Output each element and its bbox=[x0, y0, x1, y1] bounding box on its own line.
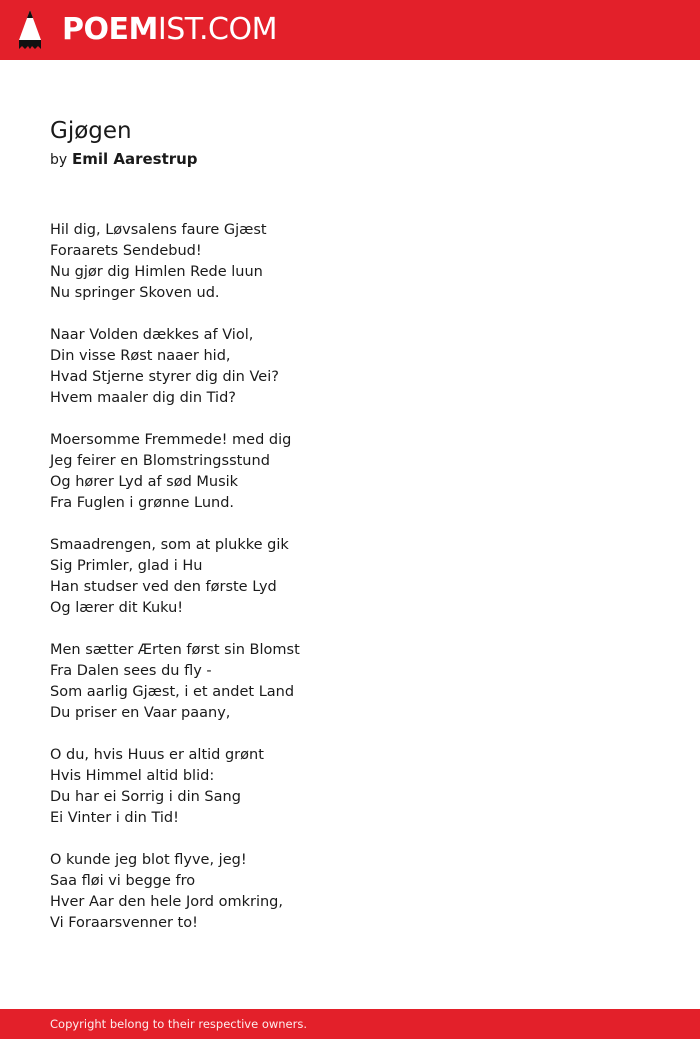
header-bar bbox=[0, 0, 700, 60]
poem-line: Foraarets Sendebud! bbox=[50, 243, 202, 259]
poem-line: Jeg feirer en Blomstringsstund bbox=[50, 453, 270, 469]
poem-line: Moersomme Fremmede! med dig bbox=[50, 432, 292, 448]
poem-line: Og hører Lyd af sød Musik bbox=[50, 474, 239, 490]
poem-body bbox=[50, 220, 650, 934]
poem-line: Du priser en Vaar paany, bbox=[50, 705, 231, 721]
poem-line: Hvem maaler dig din Tid? bbox=[50, 390, 236, 406]
poem-line: Fra Dalen sees du fly - bbox=[50, 663, 212, 679]
poem-stanza bbox=[50, 220, 650, 304]
poem-line: O du, hvis Huus er altid grønt bbox=[50, 747, 264, 763]
site-logo[interactable] bbox=[62, 12, 277, 48]
footer-bar bbox=[0, 1009, 700, 1039]
poem-stanza bbox=[50, 325, 650, 409]
poem-container bbox=[50, 116, 650, 955]
poem-stanza bbox=[50, 745, 650, 829]
poem-line: Nu gjør dig Himlen Rede luun bbox=[50, 264, 263, 280]
poem-stanza bbox=[50, 430, 650, 514]
poem-line: Ei Vinter i din Tid! bbox=[50, 810, 179, 826]
poem-stanza bbox=[50, 640, 650, 724]
poem-stanza bbox=[50, 535, 650, 619]
poem-line: Som aarlig Gjæst, i et andet Land bbox=[50, 684, 295, 700]
poem-line: Din visse Røst naaer hid, bbox=[50, 348, 231, 364]
poem-line: Han studser ved den første Lyd bbox=[50, 579, 277, 595]
poem-line: Sig Primler, glad i Hu bbox=[50, 558, 203, 574]
poem-line: Nu springer Skoven ud. bbox=[50, 285, 220, 301]
poem-line: Saa fløi vi begge fro bbox=[50, 873, 196, 889]
poem-line: Hver Aar den hele Jord omkring, bbox=[50, 894, 283, 910]
poem-byline bbox=[50, 148, 650, 171]
byline-label: by bbox=[50, 152, 68, 168]
poem-line: Hvis Himmel altid blid: bbox=[50, 768, 215, 784]
poem-line: O kunde jeg blot flyve, jeg! bbox=[50, 852, 247, 868]
poem-title: Gjøgen bbox=[50, 118, 132, 144]
poem-stanza bbox=[50, 850, 650, 934]
pencil-logo-icon[interactable] bbox=[18, 10, 42, 50]
poem-line: Naar Volden dækkes af Viol, bbox=[50, 327, 254, 343]
poem-line: Fra Fuglen i grønne Lund. bbox=[50, 495, 235, 511]
poem-line: Og lærer dit Kuku! bbox=[50, 600, 184, 616]
poem-line: Smaadrengen, som at plukke gik bbox=[50, 537, 289, 553]
logo-text-light: IST.COM bbox=[157, 12, 277, 47]
logo-text-bold: POEM bbox=[62, 12, 158, 47]
poem-line: Hil dig, Løvsalens faure Gjæst bbox=[50, 222, 267, 238]
poem-line: Du har ei Sorrig i din Sang bbox=[50, 789, 241, 805]
copyright-text: Copyright belong to their respective owners. bbox=[50, 1017, 308, 1031]
author-name: Emil Aarestrup bbox=[71, 150, 198, 168]
poem-line: Men sætter Ærten først sin Blomst bbox=[50, 642, 300, 658]
poem-line: Hvad Stjerne styrer dig din Vei? bbox=[50, 369, 279, 385]
poem-line: Vi Foraarsvenner to! bbox=[50, 915, 198, 931]
